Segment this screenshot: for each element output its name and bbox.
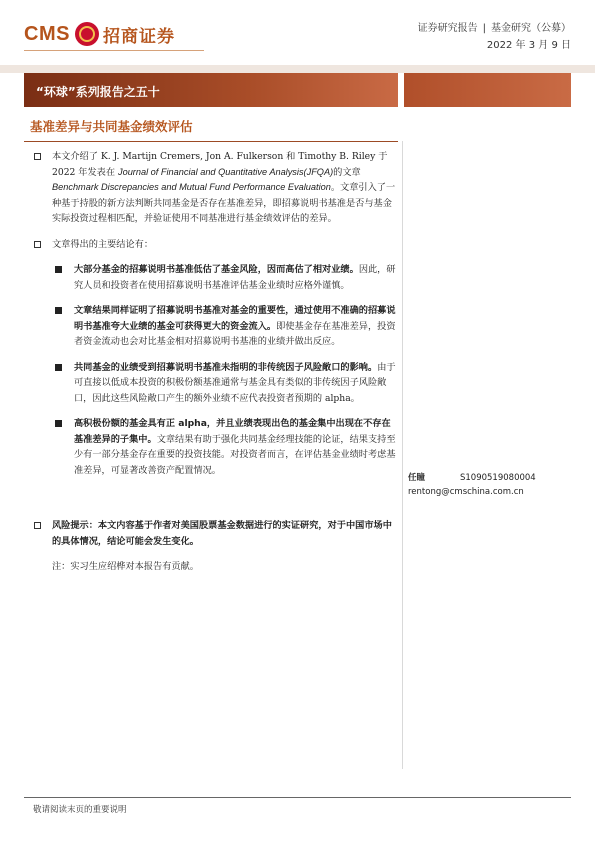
report-title: 基准差异与共同基金绩效评估 bbox=[30, 119, 193, 134]
company-logo bbox=[24, 20, 175, 48]
filled-square-bullet-icon bbox=[55, 307, 62, 314]
report-category: 基金研究（公募） bbox=[491, 23, 571, 34]
report-type: 证券研究报告 bbox=[417, 23, 478, 34]
conclusion-item: 大部分基金的招募说明书基准低估了基金风险，因而高估了相对业绩。因此，研究人员和投资者在使用招募说明书基准评估基金业绩时应格外谨慎。 bbox=[30, 262, 396, 293]
analyst-email[interactable]: rentong@cmschina.com.cn bbox=[408, 487, 524, 497]
conclusion-item: 高积极份额的基金具有正 alpha，并且业绩表现出色的基金集中出现在不存在基准差异的子集中。文章结果有助于强化共同基金经理技能的论证，结果支持至少有一部分基金存在重要的投资技能。对投资者而言，在评估基金业绩时考虑基准差异，可显著改善资产配置情况。 bbox=[30, 416, 396, 478]
logo-emblem-icon bbox=[75, 22, 99, 46]
hollow-square-bullet-icon bbox=[34, 153, 41, 160]
series-banner bbox=[24, 73, 398, 107]
journal-name: Journal of Financial and Quantitative Analysis(JFQA) bbox=[117, 166, 334, 177]
main-content bbox=[30, 149, 396, 575]
footer-disclaimer: 敬请阅读末页的重要说明 bbox=[33, 805, 127, 815]
sidebar-banner bbox=[404, 73, 571, 107]
analyst-license: S1090519080004 bbox=[460, 473, 536, 483]
report-date: 2022 年 3 月 9 日 bbox=[486, 40, 571, 51]
logo-latin: CMS bbox=[24, 22, 70, 45]
hollow-square-bullet-icon bbox=[34, 522, 41, 529]
analyst-info bbox=[408, 471, 578, 499]
logo-chinese: 招商证券 bbox=[102, 26, 175, 47]
intro-paragraph: 本文介绍了 K. J. Martijn Cremers, Jon A. Fulkerson 和 Timothy B. Riley 于 2022 年发表在 Journal of Financial and Quantitative Analysis(JFQA)的文章 Benchmark Discrepancies and Mutual Fund Performance Evaluation。文章引入了一种基于持股的新方法判断共同基金是否存在基准差异，即招募说明书基准是否与基金实际投资过程相匹配，并验证使用不同基准进行基金绩效评估的差异。 bbox=[30, 149, 396, 227]
conclusion-item: 共同基金的业绩受到招募说明书基准未指明的非传统因子风险敞口的影响。由于可直接以低成本投资的积极份额基准通常与基金具有类似的非传统因子风险敞口，因此这些风险敞口产生的额外业绩不应代表投资者预期的 alpha。 bbox=[30, 360, 396, 407]
logo-divider bbox=[24, 50, 204, 51]
intern-note: 注：实习生应绍桦对本报告有贡献。 bbox=[52, 561, 199, 572]
filled-square-bullet-icon bbox=[55, 266, 62, 273]
report-meta: 证券研究报告 | 基金研究（公募） 2022 年 3 月 9 日 bbox=[418, 20, 571, 54]
banner-strip bbox=[0, 65, 595, 73]
risk-warning: 风险提示：本文内容基于作者对美国股票基金数据进行的实证研究，对于中国市场中的具体情况，结论可能会发生变化。 bbox=[30, 518, 396, 549]
conclusion-item: 文章结果同样证明了招募说明书基准对基金的重要性，通过使用不准确的招募说明书基准夸大业绩的基金可获得更大的资金流入。即使基金存在基准差异，投资者资金流动也会对比基金相对招募说明书基准的业绩并做出反应。 bbox=[30, 303, 396, 350]
sidebar-divider bbox=[402, 141, 403, 769]
filled-square-bullet-icon bbox=[55, 420, 62, 427]
footer-divider bbox=[24, 797, 571, 798]
filled-square-bullet-icon bbox=[55, 364, 62, 371]
title-divider bbox=[24, 141, 398, 142]
hollow-square-bullet-icon bbox=[34, 241, 41, 248]
conclusions-label: 文章得出的主要结论有： bbox=[30, 237, 396, 253]
series-title: “环球”系列报告之五十 bbox=[36, 85, 160, 99]
paper-title: Benchmark Discrepancies and Mutual Fund Performance Evaluation bbox=[52, 182, 331, 192]
analyst-name: 任瞳 bbox=[408, 473, 426, 483]
